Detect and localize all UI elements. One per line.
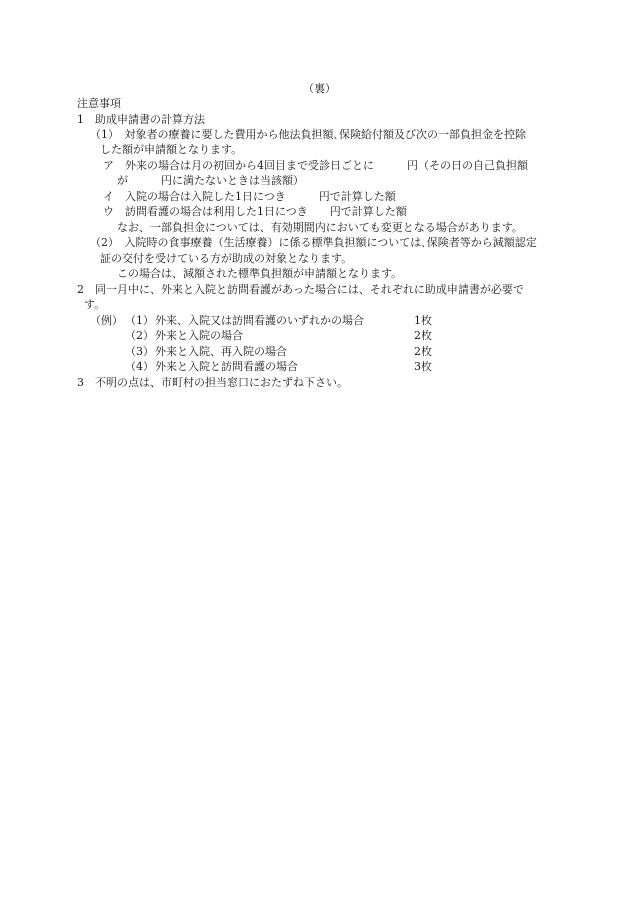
section1-title: 1 助成申請書の計算方法 bbox=[77, 113, 205, 126]
item1-line1: （1） 対象者の療養に要した費用から他法負担額､保険給付額及び次の一部負担金を控除 bbox=[90, 128, 526, 141]
example-3-num: （3） bbox=[125, 345, 154, 358]
item1-note-line: なお、一部負担金については、有効期間内においても変更となる場合があります。 bbox=[117, 221, 523, 234]
example-label: （例） bbox=[90, 314, 123, 327]
item2-line1: （2） 入院時の食事療養（生活療養）に係る標準負担額については､保険者等から減額認定 bbox=[90, 236, 537, 249]
example-1-text: 外来、入院又は訪問看護のいずれかの場合 bbox=[155, 314, 364, 327]
side-label: （裏） bbox=[303, 82, 336, 95]
item1-u-line: ウ 訪問看護の場合は利用した1日につき 円で計算した額 bbox=[103, 205, 407, 218]
example-2-num: （2） bbox=[125, 329, 154, 342]
section2-line2: す。 bbox=[84, 298, 106, 311]
example-1-count: 1枚 bbox=[414, 314, 432, 327]
item1-line2: した額が申請額となります。 bbox=[100, 143, 243, 156]
item1-a-line1: ア 外来の場合は月の初回から4回目まで受診日ごとに 円（その日の自己負担額 bbox=[103, 159, 528, 172]
example-4-text: 外来と入院と訪問看護の場合 bbox=[155, 360, 298, 373]
example-3-text: 外来と入院、再入院の場合 bbox=[155, 345, 287, 358]
example-3-count: 2枚 bbox=[414, 345, 432, 358]
example-2-text: 外来と入院の場合 bbox=[155, 329, 243, 342]
example-4-num: （4） bbox=[125, 360, 154, 373]
example-4-count: 3枚 bbox=[414, 360, 432, 373]
section2-line1: 2 同一月中に、外来と入院と訪問看護があった場合には、それぞれに助成申請書が必要で bbox=[77, 283, 524, 296]
notes-heading: 注意事項 bbox=[77, 97, 121, 110]
item2-line2: 証の交付を受けている方が助成の対象となります。 bbox=[100, 252, 353, 265]
item2-line3: この場合は、減額された標準負担額が申請額となります。 bbox=[117, 267, 403, 280]
item1-a-line2: が 円に満たないときは当該額） bbox=[117, 174, 304, 187]
example-1-num: （1） bbox=[125, 314, 154, 327]
section3-line: 3 不明の点は、市町村の担当窓口におたずね下さい。 bbox=[77, 376, 348, 389]
example-2-count: 2枚 bbox=[414, 329, 432, 342]
item1-i-line: イ 入院の場合は入院した1日につき 円で計算した額 bbox=[103, 190, 396, 203]
